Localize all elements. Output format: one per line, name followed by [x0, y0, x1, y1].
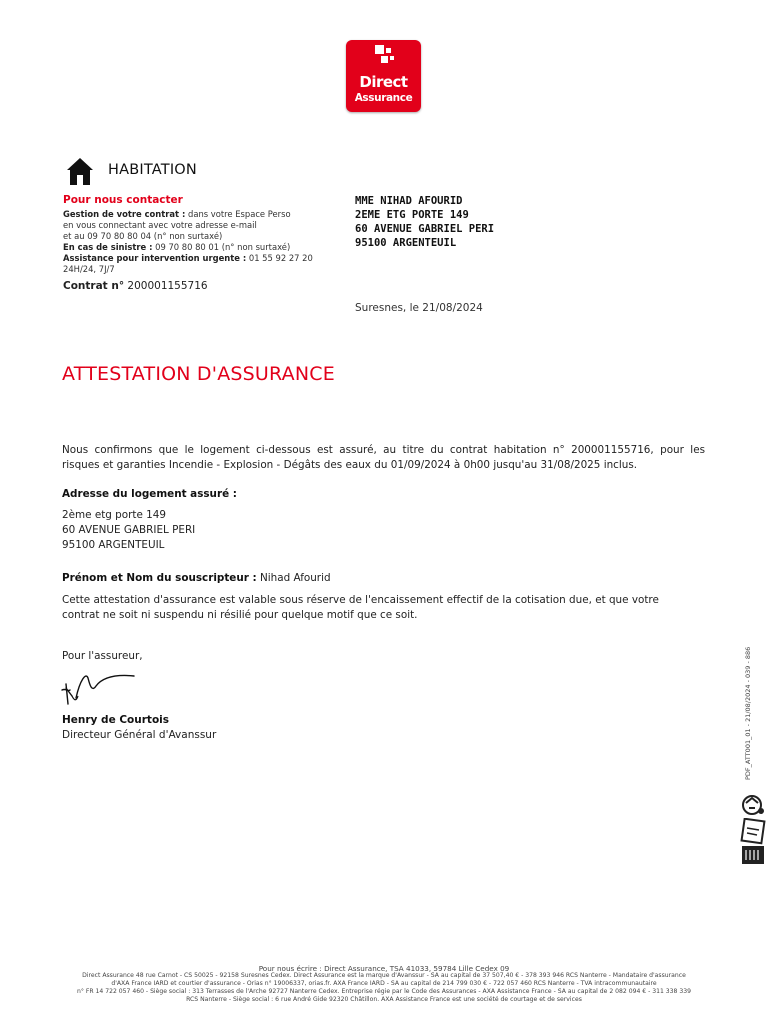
sinistre-text: 09 70 80 80 01 (n° non surtaxé)	[155, 242, 291, 252]
footer-legal-line-3: n° FR 14 722 057 460 - Siège social : 313 Terrasses de l'Arche 92727 Nanterre Cedex. Entreprise régie par le Code des Assurances - AXA Assistance France - SA au capital de 2 082 094 € - 311 338 339	[77, 988, 691, 995]
document-title: ATTESTATION D'ASSURANCE	[62, 363, 335, 385]
footer-legal-line-1: Direct Assurance 48 rue Carnot - CS 50025 - 92158 Suresnes Cedex. Direct Assurance est la marque d'Avanssur - SA au capital de 37 507,40 € - 378 393 946 RCS Nanterre - Mandataire d'assurance	[82, 972, 686, 979]
recipient-line-1: MME NIHAD AFOURID	[355, 195, 463, 207]
recycle-print-icon	[741, 794, 765, 816]
gestion-text-2: en vous connectant avec votre adresse e-mail	[63, 220, 257, 230]
side-reference: PDF_ATT001_01 - 21/08/2024 - 039 - 886	[744, 646, 752, 780]
handwritten-signature	[58, 666, 138, 708]
recipient-line-2: 2EME ETG PORTE 149	[355, 209, 469, 221]
insured-address-line-3: 95100 ARGENTEUIL	[62, 539, 165, 551]
contract-number: 200001155716	[127, 280, 208, 292]
insured-address	[62, 508, 195, 553]
urgence-text-1: 01 55 92 27 20	[248, 253, 313, 263]
product-label: HABITATION	[108, 162, 197, 178]
house-icon	[66, 156, 94, 186]
recipient-line-3: 60 AVENUE GABRIEL PERI	[355, 223, 495, 235]
signatory-name: Henry de Courtois	[62, 714, 170, 726]
contract-number-line	[63, 280, 208, 292]
confirmation-paragraph	[62, 443, 705, 473]
confirmation-line-2: risques et garanties Incendie - Explosion - Dégâts des eaux du 01/09/2024 à 0h00 jusqu'au 31/08/2025 inclus.	[62, 459, 638, 471]
direct-assurance-logo	[346, 40, 421, 112]
insured-address-line-2: 60 AVENUE GABRIEL PERI	[62, 524, 196, 536]
signatory-role: Directeur Général d'Avanssur	[62, 729, 217, 741]
validity-line-1: Cette attestation d'assurance est valable sous réserve de l'encaissement effectif de la cotisation due, et que votre	[62, 594, 659, 606]
subscriber-label: Prénom et Nom du souscripteur :	[62, 572, 257, 584]
validity-paragraph	[62, 593, 659, 623]
subscriber-name: Nihad Afourid	[259, 572, 331, 584]
sinistre-label: En cas de sinistre :	[63, 242, 153, 252]
date-line: Suresnes, le 21/08/2024	[355, 302, 483, 314]
contract-label: Contrat n°	[63, 280, 125, 292]
address-label: Adresse du logement assuré :	[62, 488, 237, 500]
contact-sinistre-line	[63, 242, 290, 252]
recipient-line-4: 95100 ARGENTEUIL	[355, 237, 457, 249]
footer-legal-line-2: d'AXA France IARD et courtier d'assurance - Orias n° 19006337, orias.fr. AXA France IARD - SA au capital de 214 799 030 € - 722 057 460 RCS Nanterre - TVA intracommunautaire	[111, 980, 657, 987]
logo-text-direct: Direct	[359, 73, 408, 91]
recipient-address	[355, 194, 494, 250]
logo-text-assurance: Assurance	[354, 92, 413, 104]
confirmation-line-1: Nous confirmons que le logement ci-dessous est assuré, au titre du contrat habitation n° 200001155716, pour les	[62, 444, 705, 456]
contact-gestion-line	[63, 209, 291, 219]
contact-title: Pour nous contacter	[63, 194, 183, 206]
urgence-label: Assistance pour intervention urgente :	[63, 253, 247, 263]
subscriber-line	[62, 571, 331, 586]
urgence-text-2: 24H/24, 7J/7	[63, 264, 115, 274]
contact-urgence-line	[63, 253, 313, 263]
footer-legal-line-4: RCS Nanterre - Siège social : 6 rue André Gide 92320 Châtillon. AXA Assistance France est une société de courtage et de services	[186, 996, 582, 1003]
validity-line-2: contrat ne soit ni suspendu ni résilié pour quelque motif que ce soit.	[62, 609, 418, 621]
print-certification-icon	[740, 818, 766, 866]
gestion-text-1: dans votre Espace Perso	[188, 209, 291, 219]
gestion-label: Gestion de votre contrat :	[63, 209, 186, 219]
closing-line: Pour l'assureur,	[62, 650, 143, 662]
gestion-text-3: et au 09 70 80 80 04 (n° non surtaxé)	[63, 231, 223, 241]
footer-postal-line: Pour nous écrire : Direct Assurance, TSA 41033, 59784 Lille Cedex 09	[258, 964, 510, 973]
insured-address-line-1: 2ème etg porte 149	[62, 509, 167, 521]
